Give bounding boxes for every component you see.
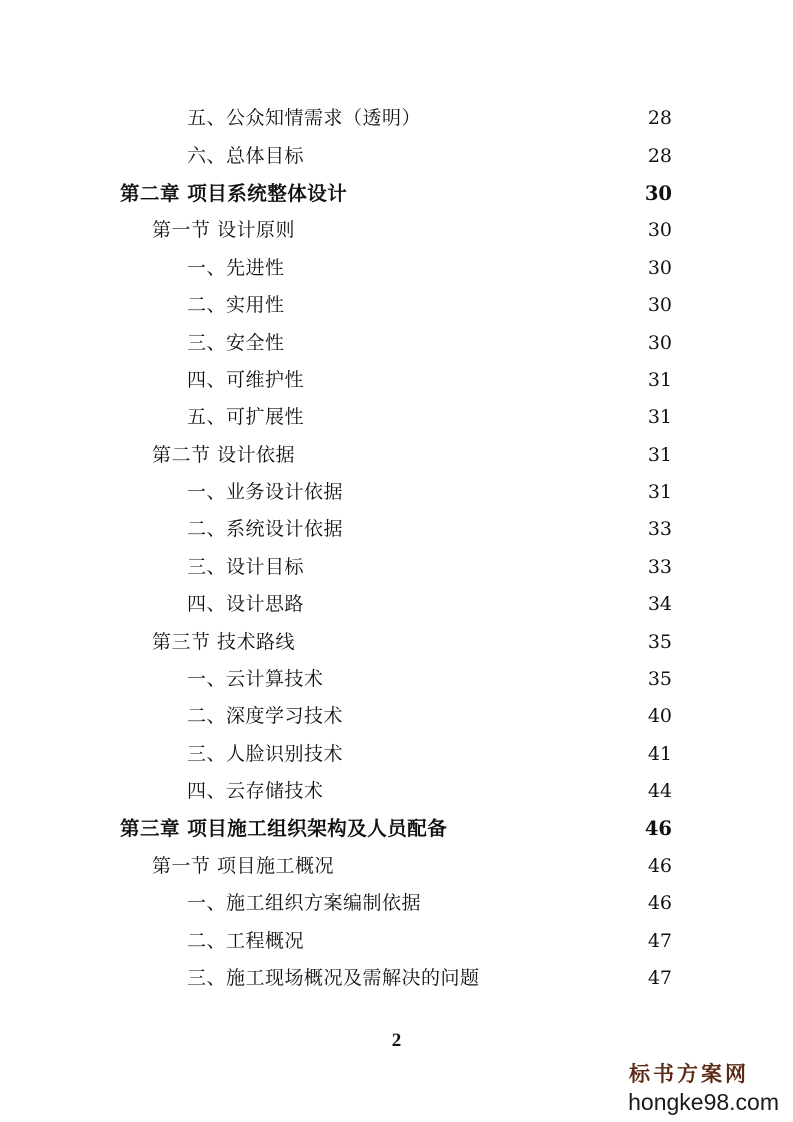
toc-entry-page-number: 46 [644, 817, 672, 841]
toc-item-entry[interactable] [0, 960, 793, 997]
toc-item-entry[interactable] [0, 137, 793, 174]
toc-entry-title: 二、深度学习技术 [187, 705, 344, 728]
toc-entry-title: 二、实用性 [187, 294, 285, 317]
toc-entry-page-number: 34 [647, 593, 672, 616]
toc-dot-leader [301, 633, 644, 652]
toc-entry-title: 第三节 技术路线 [152, 630, 296, 653]
toc-entry-title: 第二章 项目系统整体设计 [120, 181, 348, 205]
toc-dot-leader [301, 446, 644, 465]
toc-entry-page-number: 40 [647, 705, 672, 728]
toc-dot-leader [310, 595, 644, 614]
toc-entry-title: 二、系统设计依据 [187, 518, 344, 541]
toc-item-entry[interactable] [0, 324, 793, 361]
toc-entry-page-number: 35 [647, 668, 672, 691]
toc-dot-leader [486, 969, 644, 988]
toc-entry-page-number: 30 [647, 294, 672, 317]
toc-dot-leader [330, 670, 644, 689]
toc-dot-leader [310, 147, 644, 166]
toc-section-entry[interactable] [0, 212, 793, 249]
toc-dot-leader [310, 558, 644, 577]
toc-section-entry[interactable] [0, 437, 793, 474]
toc-entry-page-number: 33 [647, 518, 672, 541]
toc-entry-title: 一、业务设计依据 [187, 481, 344, 504]
toc-item-entry[interactable] [0, 511, 793, 548]
toc-entry-page-number: 30 [647, 256, 672, 279]
toc-dot-leader [340, 857, 644, 876]
toc-entry-page-number: 47 [647, 929, 672, 952]
watermark [628, 1058, 779, 1116]
toc-entry-title: 三、施工现场概况及需解决的问题 [187, 967, 480, 990]
toc-entry-title: 一、先进性 [187, 256, 285, 279]
toc-item-entry[interactable] [0, 698, 793, 735]
toc-item-entry[interactable] [0, 923, 793, 960]
toc-dot-leader [427, 894, 644, 913]
watermark-url: hongke98.com [628, 1089, 779, 1115]
toc-dot-leader [453, 820, 641, 839]
toc-dot-leader [349, 483, 644, 502]
toc-dot-leader [301, 221, 644, 240]
toc-entry-title: 一、云计算技术 [187, 668, 324, 691]
toc-dot-leader [427, 109, 644, 128]
toc-entry-page-number: 31 [647, 481, 672, 504]
toc-entry-title: 四、设计思路 [187, 593, 305, 616]
toc-dot-leader [353, 184, 641, 203]
toc-entry-title: 五、公众知情需求（透明） [187, 107, 422, 130]
toc-entry-page-number: 47 [647, 967, 672, 990]
toc-entry-page-number: 30 [647, 219, 672, 242]
toc-entry-page-number: 31 [647, 443, 672, 466]
table-of-contents [0, 100, 793, 997]
toc-item-entry[interactable] [0, 773, 793, 810]
toc-entry-page-number: 31 [647, 406, 672, 429]
toc-entry-page-number: 41 [647, 742, 672, 765]
toc-chapter-entry[interactable] [0, 175, 793, 212]
toc-entry-title: 二、工程概况 [187, 929, 305, 952]
toc-dot-leader [310, 371, 644, 390]
toc-item-entry[interactable] [0, 586, 793, 623]
toc-dot-leader [330, 782, 644, 801]
toc-dot-leader [349, 520, 644, 539]
toc-entry-title: 三、安全性 [187, 331, 285, 354]
toc-dot-leader [291, 296, 644, 315]
toc-item-entry[interactable] [0, 661, 793, 698]
toc-entry-title: 三、设计目标 [187, 555, 305, 578]
toc-entry-page-number: 35 [647, 630, 672, 653]
page-number: 2 [391, 1030, 402, 1051]
toc-entry-page-number: 28 [647, 107, 672, 130]
toc-entry-page-number: 31 [647, 368, 672, 391]
toc-entry-title: 第二节 设计依据 [152, 443, 296, 466]
watermark-title: 标书方案网 [629, 1061, 749, 1086]
toc-entry-page-number: 46 [647, 855, 672, 877]
toc-item-entry[interactable] [0, 549, 793, 586]
toc-dot-leader [291, 259, 644, 278]
toc-entry-title: 五、可扩展性 [187, 406, 305, 429]
toc-entry-page-number: 46 [647, 892, 672, 915]
toc-dot-leader [349, 707, 644, 726]
toc-item-entry[interactable] [0, 474, 793, 511]
toc-item-entry[interactable] [0, 362, 793, 399]
toc-entry-page-number: 30 [644, 181, 672, 205]
toc-dot-leader [310, 932, 644, 951]
toc-item-entry[interactable] [0, 399, 793, 436]
toc-item-entry[interactable] [0, 287, 793, 324]
toc-entry-page-number: 44 [647, 780, 672, 803]
toc-entry-title: 三、人脸识别技术 [187, 742, 344, 765]
toc-entry-page-number: 28 [647, 144, 672, 167]
toc-item-entry[interactable] [0, 250, 793, 287]
toc-dot-leader [349, 745, 644, 764]
toc-entry-title: 四、云存储技术 [187, 780, 324, 803]
toc-entry-title: 六、总体目标 [187, 144, 305, 167]
toc-entry-title: 第三章 项目施工组织架构及人员配备 [120, 817, 448, 841]
toc-entry-title: 第一节 设计原则 [152, 219, 296, 242]
toc-section-entry[interactable] [0, 623, 793, 660]
toc-entry-page-number: 33 [647, 555, 672, 578]
toc-entry-title: 一、施工组织方案编制依据 [187, 892, 422, 915]
toc-dot-leader [291, 334, 644, 353]
toc-entry-title: 第一节 项目施工概况 [152, 855, 335, 877]
toc-chapter-entry[interactable] [0, 810, 793, 847]
toc-item-entry[interactable] [0, 885, 793, 922]
toc-item-entry[interactable] [0, 736, 793, 773]
toc-entry-title: 四、可维护性 [187, 368, 305, 391]
toc-entry-page-number: 30 [647, 331, 672, 354]
toc-item-entry[interactable] [0, 100, 793, 137]
toc-dot-leader [310, 408, 644, 427]
toc-section-entry[interactable] [0, 848, 793, 885]
